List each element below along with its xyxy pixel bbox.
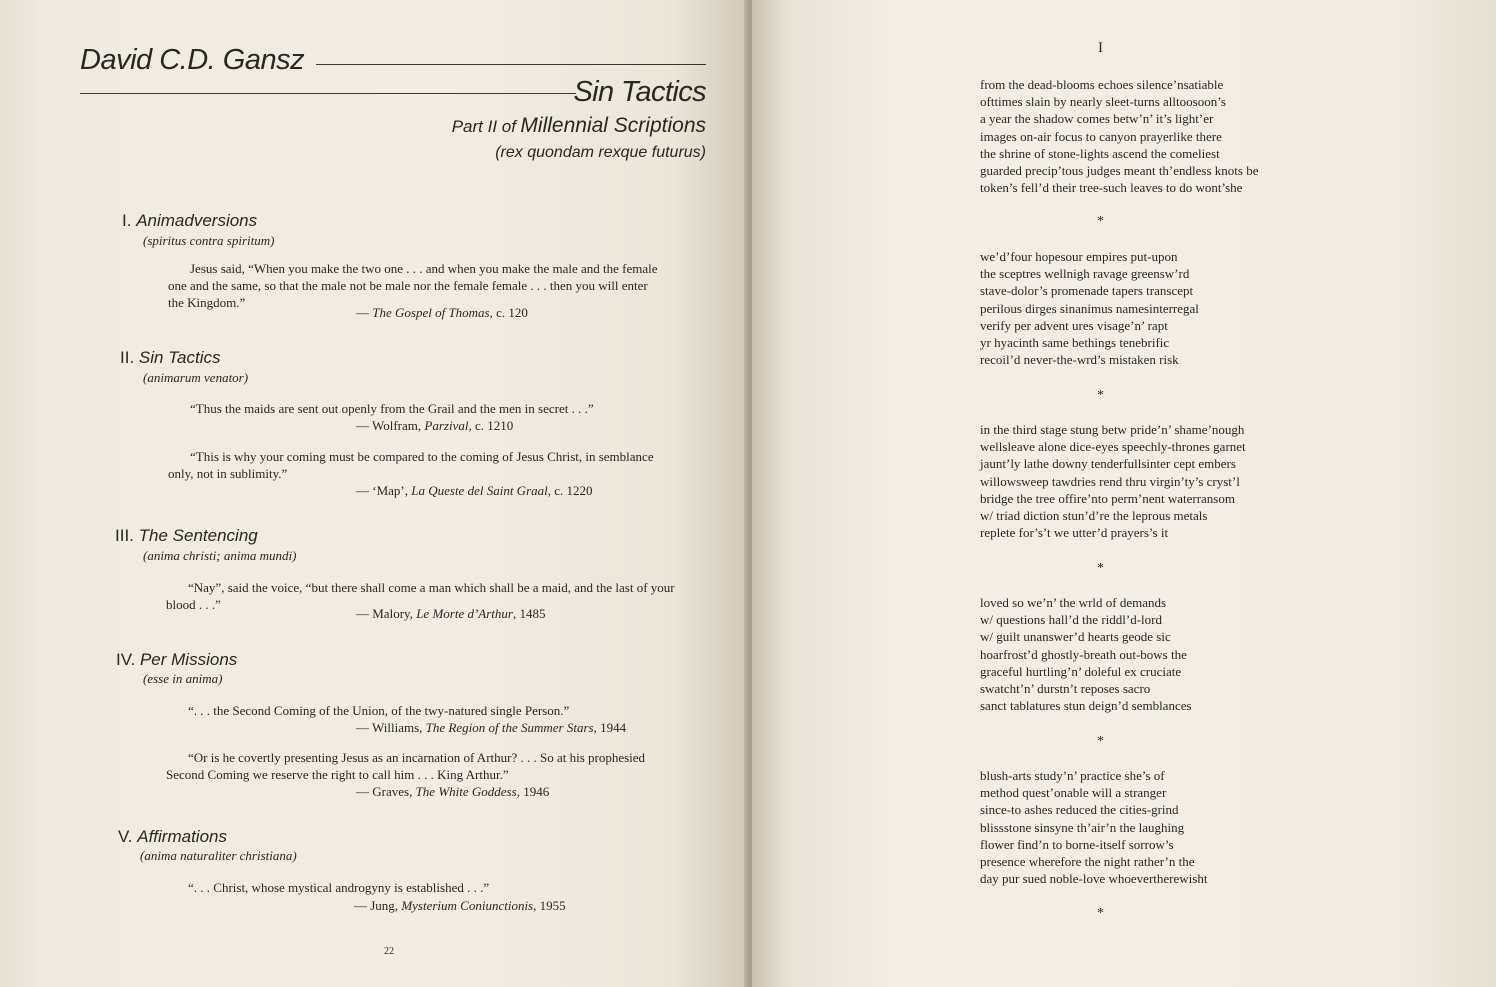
poem-title: Sin Tactics: [573, 76, 706, 108]
poem-line: the shrine of stone-lights ascend the comeliest: [980, 145, 1220, 161]
header-rule-bottom: [80, 93, 576, 94]
section-name: The Sentencing: [138, 526, 258, 545]
stanza: [980, 594, 1192, 714]
poem-line: we’d’four hopesour empires put-upon: [980, 249, 1178, 264]
citation-work: The Region of the Summer Stars: [425, 720, 594, 735]
epigraph-quote: “. . . the Second Coming of the Union, of the twy-natured single Person.”: [188, 703, 570, 718]
author-name: David C.D. Gansz: [80, 44, 305, 76]
poem-line: graceful hurtling’n’ doleful ex cruciate: [980, 663, 1182, 679]
stanza-separator: *: [1097, 906, 1104, 921]
section-heading: [116, 650, 237, 670]
citation-work: Mysterium Coniunctionis: [401, 898, 534, 913]
citation-author: — Graves,: [356, 784, 416, 799]
poem-line: day pur sued noble-love whoevertherewisht: [980, 871, 1208, 887]
citation-author: — Jung,: [354, 898, 402, 913]
subtitle-prefix: Part II of: [451, 117, 516, 136]
poem-line: the sceptres wellnigh ravage greensw’rd: [980, 266, 1190, 282]
citation-author: —: [356, 305, 373, 320]
poem-line: wellsleave alone dice-eyes speechly-thrones garnet: [980, 439, 1246, 455]
section-numeral: IV.: [116, 650, 136, 669]
poem-line: bridge the tree offire’nto perm’nent waterransom: [980, 490, 1235, 506]
poem-line: swatcht’n’ durstn’t reposes sacro: [980, 681, 1151, 697]
section-name: Affirmations: [137, 827, 227, 846]
epigraph-quote: “This is why your coming must be compared to the coming of Jesus Christ, in semblance only, not in sublimity.”: [168, 449, 654, 481]
citation-work: Parzival: [424, 418, 469, 433]
section-latin: (anima naturaliter christiana): [140, 848, 297, 863]
epigraph-citation: [356, 483, 593, 499]
epigraph-citation: [356, 305, 528, 321]
section-numeral: V.: [118, 827, 133, 846]
citation-author: — ‘Map’,: [356, 483, 412, 498]
citation-date: , c. 120: [489, 305, 528, 320]
citation-author: — Wolfram,: [356, 418, 425, 433]
stanza: [980, 767, 1207, 887]
poem-line: a year the shadow comes betw’n’ it’s light’er: [980, 111, 1214, 127]
subtitle-main: Millennial Scriptions: [520, 114, 706, 137]
poem-line: willowsweep tawdries rend thru virgin’ty’s cryst’l: [980, 473, 1240, 489]
epigraph-citation: [354, 898, 566, 914]
section-heading: [122, 211, 257, 231]
stanza: [980, 421, 1246, 541]
part-numeral: I: [1098, 40, 1103, 56]
right-page: [752, 0, 1496, 987]
epigraph-quote: “Or is he covertly presenting Jesus as an incarnation of Arthur? . . . So at his prophesied Second Coming we reserve the right to call him . . . King Arthur.”: [166, 750, 646, 782]
poem-line: yr hyacinth same bethings tenebrific: [980, 335, 1170, 351]
section-name: Per Missions: [139, 650, 238, 669]
stanza: [980, 248, 1199, 368]
section-name: Animadversions: [136, 211, 258, 230]
stanza: [980, 76, 1258, 196]
stanza-separator: *: [1097, 388, 1104, 403]
poem-line: from the dead-blooms echoes silence’nsatiable: [980, 77, 1224, 92]
page-number: 22: [384, 946, 394, 957]
epigraph-citation: [356, 418, 513, 434]
section-heading: [115, 526, 258, 546]
poem-line: blissstone sinsyne th’air’n the laughing: [980, 819, 1185, 835]
epigraph-quote: “Nay”, said the voice, “but there shall come a man which shall be a maid, and the last of your blood . . .”: [166, 580, 675, 612]
poem-line: images on-air focus to canyon prayerlike there: [980, 128, 1222, 144]
section-latin: (esse in anima): [143, 671, 223, 686]
poem-line: hoarfrost’d ghostly-breath out-bows the: [980, 646, 1187, 662]
poem-line: w/ triad diction stun’d’re the leprous metals: [980, 508, 1208, 524]
poem-line: flower find’n to borne-itself sorrow’s: [980, 836, 1174, 852]
citation-date: , 1485: [512, 606, 546, 621]
poem-line: presence wherefore the night rather’n the: [980, 854, 1195, 870]
stanza-separator: *: [1097, 734, 1104, 749]
section-heading: [118, 827, 227, 847]
epigraph-citation: [356, 720, 626, 736]
section-numeral: III.: [115, 526, 134, 545]
section-name: Sin Tactics: [138, 348, 221, 367]
stanza-separator: *: [1097, 214, 1104, 229]
citation-date: , 1946: [516, 784, 550, 799]
poem-subtitle: [452, 114, 706, 138]
stanza-separator: *: [1097, 561, 1104, 576]
poem-line: verify per advent ures visage’n’ rapt: [980, 317, 1168, 333]
poem-line: in the third stage stung betw pride’n’ shame’nough: [980, 422, 1245, 437]
poem-line: method quest’onable will a stranger: [980, 785, 1167, 801]
poem-line: recoil’d never-the-wrd’s mistaken risk: [980, 352, 1179, 368]
poem-line: perilous dirges sinanimus namesinterregal: [980, 300, 1199, 316]
section-latin: (animarum venator): [143, 370, 249, 385]
subtitle-latin: (rex quondam rexque futurus): [495, 144, 706, 161]
citation-date: , 1944: [593, 720, 627, 735]
citation-date: , c. 1220: [547, 483, 593, 498]
citation-author: — Malory,: [356, 606, 417, 621]
poem-line: w/ questions hall’d the riddl’d-lord: [980, 612, 1162, 628]
epigraph-quote: Jesus said, “When you make the two one . . . and when you make the male and the female one and the same, so that the male not be male nor the female female . . . then you will enter the Kingdom.”: [168, 261, 658, 310]
poem-line: stave-dolor’s promenade tapers transcept: [980, 283, 1194, 299]
poem-line: sanct tablatures stun deign’d semblances: [980, 698, 1192, 714]
section-latin: (anima christi; anima mundi): [143, 548, 297, 563]
epigraph-citation: [356, 606, 545, 622]
poem-line: ofttimes slain by nearly sleet-turns alltoosoon’s: [980, 94, 1226, 110]
citation-date: , c. 1210: [468, 418, 514, 433]
poem-line: since-to ashes reduced the cities-grind: [980, 802, 1179, 818]
citation-work: The White Goddess: [415, 784, 517, 799]
epigraph-quote: “Thus the maids are sent out openly from the Grail and the men in secret . . .”: [190, 401, 594, 416]
poem-line: token’s fell’d their tree-such leaves to do wont’she: [980, 180, 1243, 196]
citation-work: Le Morte d’Arthur: [416, 606, 513, 621]
poem-line: w/ guilt unanswer’d hearts geode sic: [980, 629, 1171, 645]
section-heading: [120, 348, 220, 368]
poem-line: jaunt’ly lathe downy tenderfullsinter cept embers: [980, 456, 1236, 472]
poem-line: blush-arts study’n’ practice she’s of: [980, 768, 1165, 783]
citation-author: — Williams,: [356, 720, 426, 735]
section-numeral: II.: [120, 348, 135, 367]
citation-work: The Gospel of Thomas: [372, 305, 490, 320]
header-rule-top: [316, 64, 706, 65]
epigraph-quote: “. . . Christ, whose mystical androgyny is established . . .”: [188, 880, 490, 895]
poem-line: replete for’s’t we utter’d prayers’s it: [980, 525, 1169, 541]
section-latin: (spiritus contra spiritum): [143, 233, 275, 248]
epigraph-citation: [356, 784, 549, 800]
poem-line: loved so we’n’ the wrld of demands: [980, 595, 1167, 610]
citation-work: La Queste del Saint Graal: [411, 483, 548, 498]
poem-line: guarded precip’tous judges meant th’endless knots be: [980, 163, 1259, 179]
citation-date: , 1955: [533, 898, 566, 913]
section-numeral: I.: [122, 211, 132, 230]
